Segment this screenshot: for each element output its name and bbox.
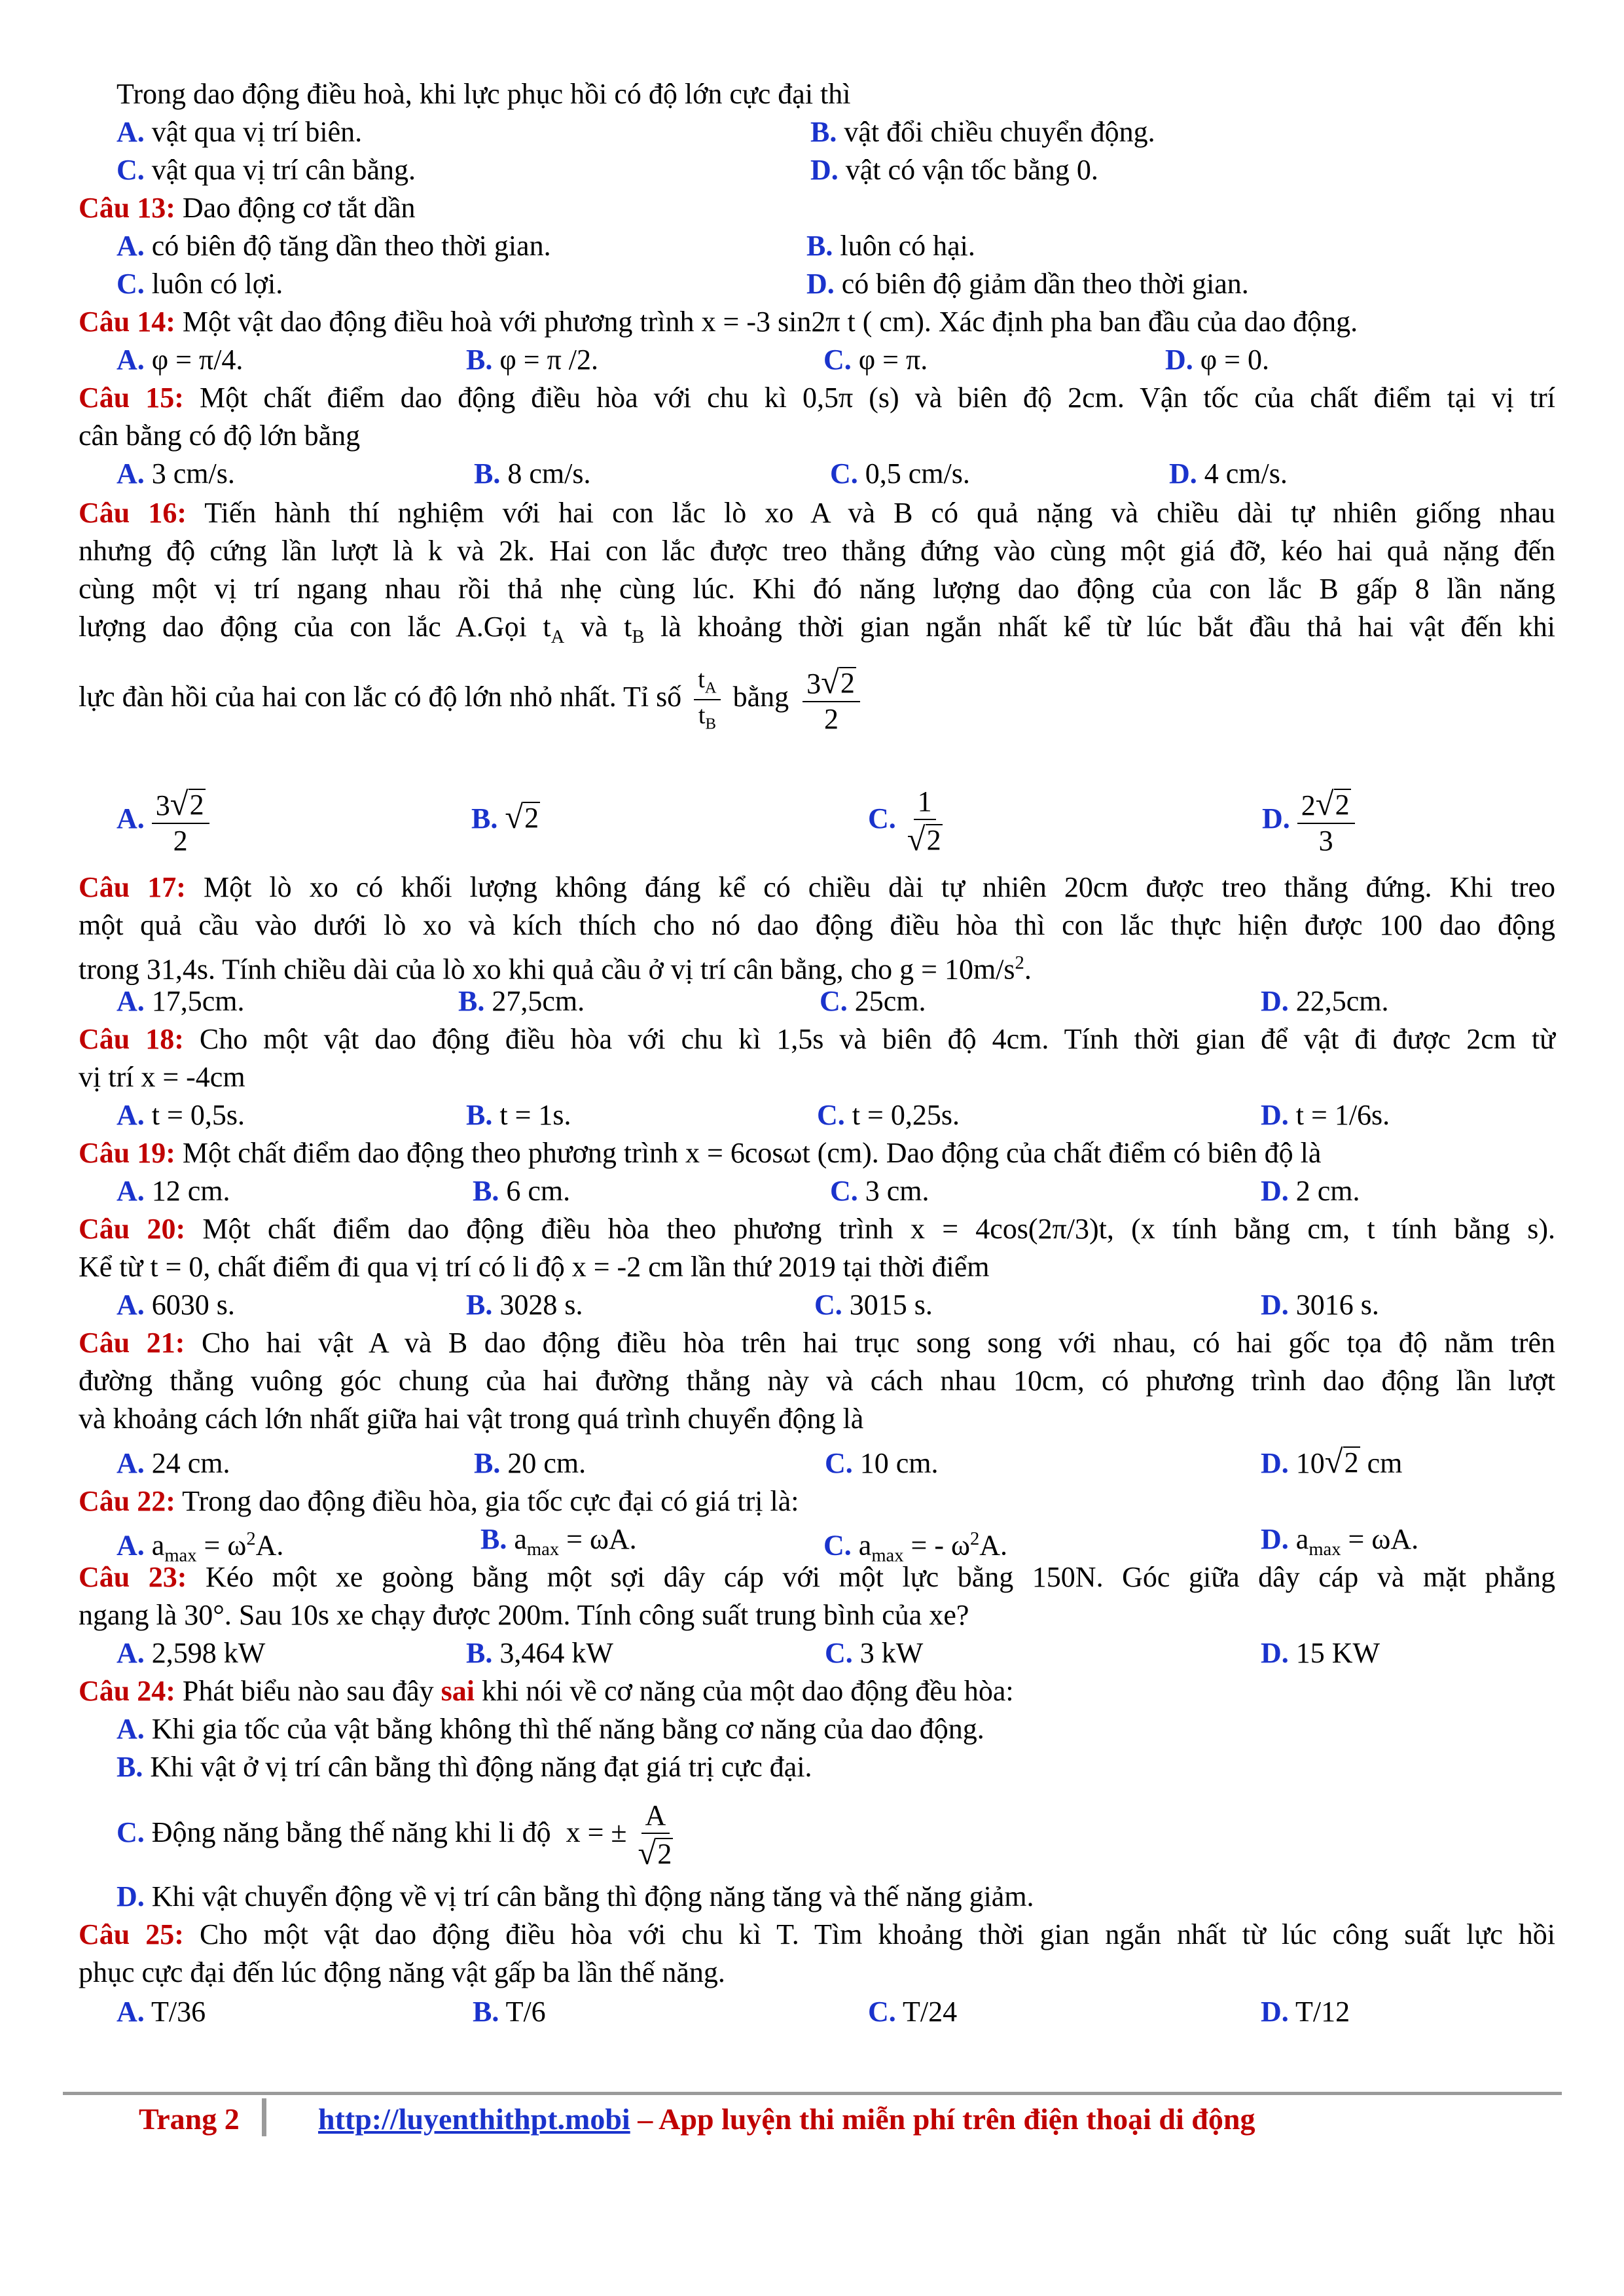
option-c: C. luôn có lợi. xyxy=(117,268,283,300)
option-b: B. 3,464 kW xyxy=(466,1637,613,1669)
option-b: B. $a_{max} = \omega A$. xyxy=(480,1523,637,1560)
option-b: B. 6 cm. xyxy=(473,1175,571,1207)
question-16: Câu 16: Tiến hành thí nghiệm với hai con lắc lò xo A và B có quả nặng và chiều dài tự nhiên giống nhau xyxy=(79,497,1555,529)
question-17: Câu 17: Một lò xo có khối lượng không đáng kể có chiều dài tự nhiên 20cm được treo thẳng đứng. Khi treo xyxy=(79,871,1555,903)
option-b: B. 27,5cm. xyxy=(458,985,585,1017)
option-a: A. Khi gia tốc của vật bằng không thì thế năng bằng cơ năng của dao động. xyxy=(117,1713,984,1745)
option-d: D. φ = 0. xyxy=(1165,344,1269,376)
option-a: A. 12 cm. xyxy=(117,1175,230,1207)
option-d: D. 10 √ 2 cm xyxy=(1261,1443,1403,1480)
question-17-line2: một quả cầu vào dưới lò xo và kích thích cho nó dao động điều hòa thì con lắc thực hiện được 100 dao động xyxy=(79,909,1555,941)
option-c: C. 3015 s. xyxy=(814,1289,933,1321)
option-a: A. T/36 xyxy=(117,1996,206,2028)
option-b: B. √ 2 xyxy=(471,798,539,835)
option-a: A. t = 0,5s. xyxy=(117,1099,245,1131)
question-17-line3: trong 31,4s. Tính chiều dài của lò xo khi quả cầu ở vị trí cân bằng, cho $g = 10m/s^2$. xyxy=(79,953,1032,986)
option-b: B. t = 1s. xyxy=(466,1099,571,1131)
question-20: Câu 20: Một chất điểm dao động điều hòa theo phương trình x = 4cos(2π/3)t, (x tính bằng cm, t tính bằng s). xyxy=(79,1213,1555,1245)
option-b: B. Khi vật ở vị trí cân bằng thì động năng đạt giá trị cực đại. xyxy=(117,1751,812,1783)
option-b: B. 3028 s. xyxy=(466,1289,583,1321)
option-d: D. 2 cm. xyxy=(1261,1175,1360,1207)
option-a: A. 3 √ 2 2 xyxy=(117,776,209,861)
option-d: D. t = 1/6s. xyxy=(1261,1099,1390,1131)
footer-divider xyxy=(63,2092,1562,2095)
option-a: A. $a_{max} = \omega^2A$. xyxy=(117,1529,284,1566)
answer-fraction: 3 √ 2 2 xyxy=(803,666,860,734)
option-b: B. 20 cm. xyxy=(474,1447,586,1479)
option-d: D. vật có vận tốc bằng 0. xyxy=(810,154,1098,186)
option-a: A. 3 cm/s. xyxy=(117,457,235,490)
question-20-line2: Kể từ t = 0, chất điểm đi qua vị trí có li độ x = -2 cm lần thứ 2019 tại thời điểm xyxy=(79,1251,990,1283)
option-c: C. $a_{max}$ = - $\omega^2A$. xyxy=(823,1529,1008,1566)
option-c: C. 0,5 cm/s. xyxy=(830,457,970,490)
question-16-line5: lực đàn hồi của hai con lắc có độ lớn nhỏ nhất. Tỉ số $\frac{t_A}{t_B}$ bằng 3 √ 2 2 xyxy=(79,655,860,740)
option-d: D. Khi vật chuyển động về vị trí cân bằng thì động năng tăng và thế năng giảm. xyxy=(117,1880,1034,1912)
option-c: C. 25cm. xyxy=(820,985,926,1017)
option-d: D. T/12 xyxy=(1261,1996,1350,2028)
option-c: C. 10 cm. xyxy=(825,1447,939,1479)
question-24: Câu 24: Phát biểu nào sau đây sai khi nói về cơ năng của một dao động đều hòa: xyxy=(79,1675,1014,1707)
footer-tagline: – App luyện thi miễn phí trên điện thoại di động xyxy=(630,2102,1255,2136)
option-a: A. 24 cm. xyxy=(117,1447,230,1479)
option-c: C. T/24 xyxy=(868,1996,958,2028)
question-21: Câu 21: Cho hai vật A và B dao động điều hòa trên hai trục song song với nhau, có hai gốc tọa độ nằm trên xyxy=(79,1327,1555,1359)
question-22: Câu 22: Trong dao động điều hòa, gia tốc cực đại có giá trị là: xyxy=(79,1485,799,1517)
option-a: A. vật qua vị trí biên. xyxy=(117,116,363,148)
option-b: B. T/6 xyxy=(473,1996,546,2028)
question-19: Câu 19: Một chất điểm dao động theo phương trình x = 6cosωt (cm). Dao động của chất điểm có biên độ là xyxy=(79,1137,1322,1169)
option-c: C. φ = π. xyxy=(823,344,928,376)
option-d: D. 3016 s. xyxy=(1261,1289,1379,1321)
question-21-line3: và khoảng cách lớn nhất giữa hai vật trong quá trình chuyển động là xyxy=(79,1403,864,1435)
question-16-line3: cùng một vị trí ngang nhau rồi thả nhẹ cùng lúc. Khi đó năng lượng dao động của con lắc B gấp 8 lần năng xyxy=(79,573,1555,605)
question-14: Câu 14: Một vật dao động điều hoà với phương trình x = -3 sin2π t ( cm). Xác định pha ban đầu của dao động. xyxy=(79,306,1358,338)
footer-text xyxy=(318,2100,1255,2139)
question-stem: Trong dao động điều hoà, khi lực phục hồi có độ lớn cực đại thì xyxy=(117,78,851,110)
option-d: D. 15 KW xyxy=(1261,1637,1380,1669)
option-b: B. 8 cm/s. xyxy=(474,457,591,490)
question-23: Câu 23: Kéo một xe goòng bằng một sợi dây cáp với một lực bằng 150N. Góc giữa dây cáp và mặt phẳng xyxy=(79,1561,1556,1593)
question-21-line2: đường thẳng vuông góc chung của hai đường thẳng này và cách nhau 10cm, có phương trình dao động lần lượt xyxy=(79,1365,1555,1397)
option-a: A. 6030 s. xyxy=(117,1289,235,1321)
option-d: D. 4 cm/s. xyxy=(1169,457,1288,490)
page-number: Trang 2 xyxy=(139,2102,240,2136)
question-25-line2: phục cực đại đến lúc động năng vật gấp ba lần thế năng. xyxy=(79,1956,725,1988)
question-13: Câu 13: Dao động cơ tắt dần xyxy=(79,192,416,224)
question-15: Câu 15: Một chất điểm dao động điều hòa với chu kì 0,5π (s) và biên độ 2cm. Vận tốc của chất điểm tại vị trí xyxy=(79,382,1555,414)
option-d: D. 2 √ 2 3 xyxy=(1262,776,1355,861)
footer-separator xyxy=(262,2098,266,2136)
option-c: C. 3 kW xyxy=(825,1637,924,1669)
option-a: A. có biên độ tăng dần theo thời gian. xyxy=(117,230,551,262)
option-a: A. 17,5cm. xyxy=(117,985,245,1017)
question-16-line2: nhưng độ cứng lần lượt là k và 2k. Hai con lắc được treo thẳng đứng vào cùng một giá đỡ, kéo hai quả nặng đến xyxy=(79,535,1555,567)
question-16-line4: lượng dao động của con lắc A.Gọi $t_A$ và $t_B$ là khoảng thời gian ngắn nhất kể từ lúc bắt đầu thả hai vật đến khi xyxy=(79,611,1555,647)
option-c: C. vật qua vị trí cân bằng. xyxy=(117,154,416,186)
site-link[interactable]: http://luyenthithpt.mobi xyxy=(318,2102,630,2136)
option-a: A. 2,598 kW xyxy=(117,1637,266,1669)
option-c: C. Động năng bằng thế năng khi li độ x = ± A √ 2 xyxy=(117,1799,672,1871)
question-18-line2: vị trí x = -4cm xyxy=(79,1061,245,1093)
question-15-cont: cân bằng có độ lớn bằng xyxy=(79,420,361,452)
option-d: D. có biên độ giảm dần theo thời gian. xyxy=(806,268,1249,300)
option-c: C. 3 cm. xyxy=(830,1175,929,1207)
ratio-fraction: $\frac{t_A}{t_B}$ xyxy=(694,667,720,733)
option-d: D. $a_{max} = \omega A$. xyxy=(1261,1523,1419,1560)
option-d: D. 22,5cm. xyxy=(1261,985,1389,1017)
question-23-line2: ngang là 30°. Sau 10s xe chạy được 200m. Tính công suất trung bình của xe? xyxy=(79,1599,969,1631)
question-25: Câu 25: Cho một vật dao động điều hòa với chu kì T. Tìm khoảng thời gian ngắn nhất từ lúc công suất lực hồi xyxy=(79,1918,1555,1950)
option-a: A. φ = π/4. xyxy=(117,344,244,376)
option-b: B. luôn có hại. xyxy=(806,230,975,262)
option-c: C. t = 0,25s. xyxy=(817,1099,960,1131)
option-b: B. vật đổi chiều chuyển động. xyxy=(810,116,1155,148)
option-b: B. φ = π /2. xyxy=(466,344,599,376)
question-18: Câu 18: Cho một vật dao động điều hòa với chu kì 1,5s và biên độ 4cm. Tính thời gian để vật đi được 2cm từ xyxy=(79,1023,1555,1055)
option-c: C. 1 √ 2 xyxy=(868,785,941,857)
